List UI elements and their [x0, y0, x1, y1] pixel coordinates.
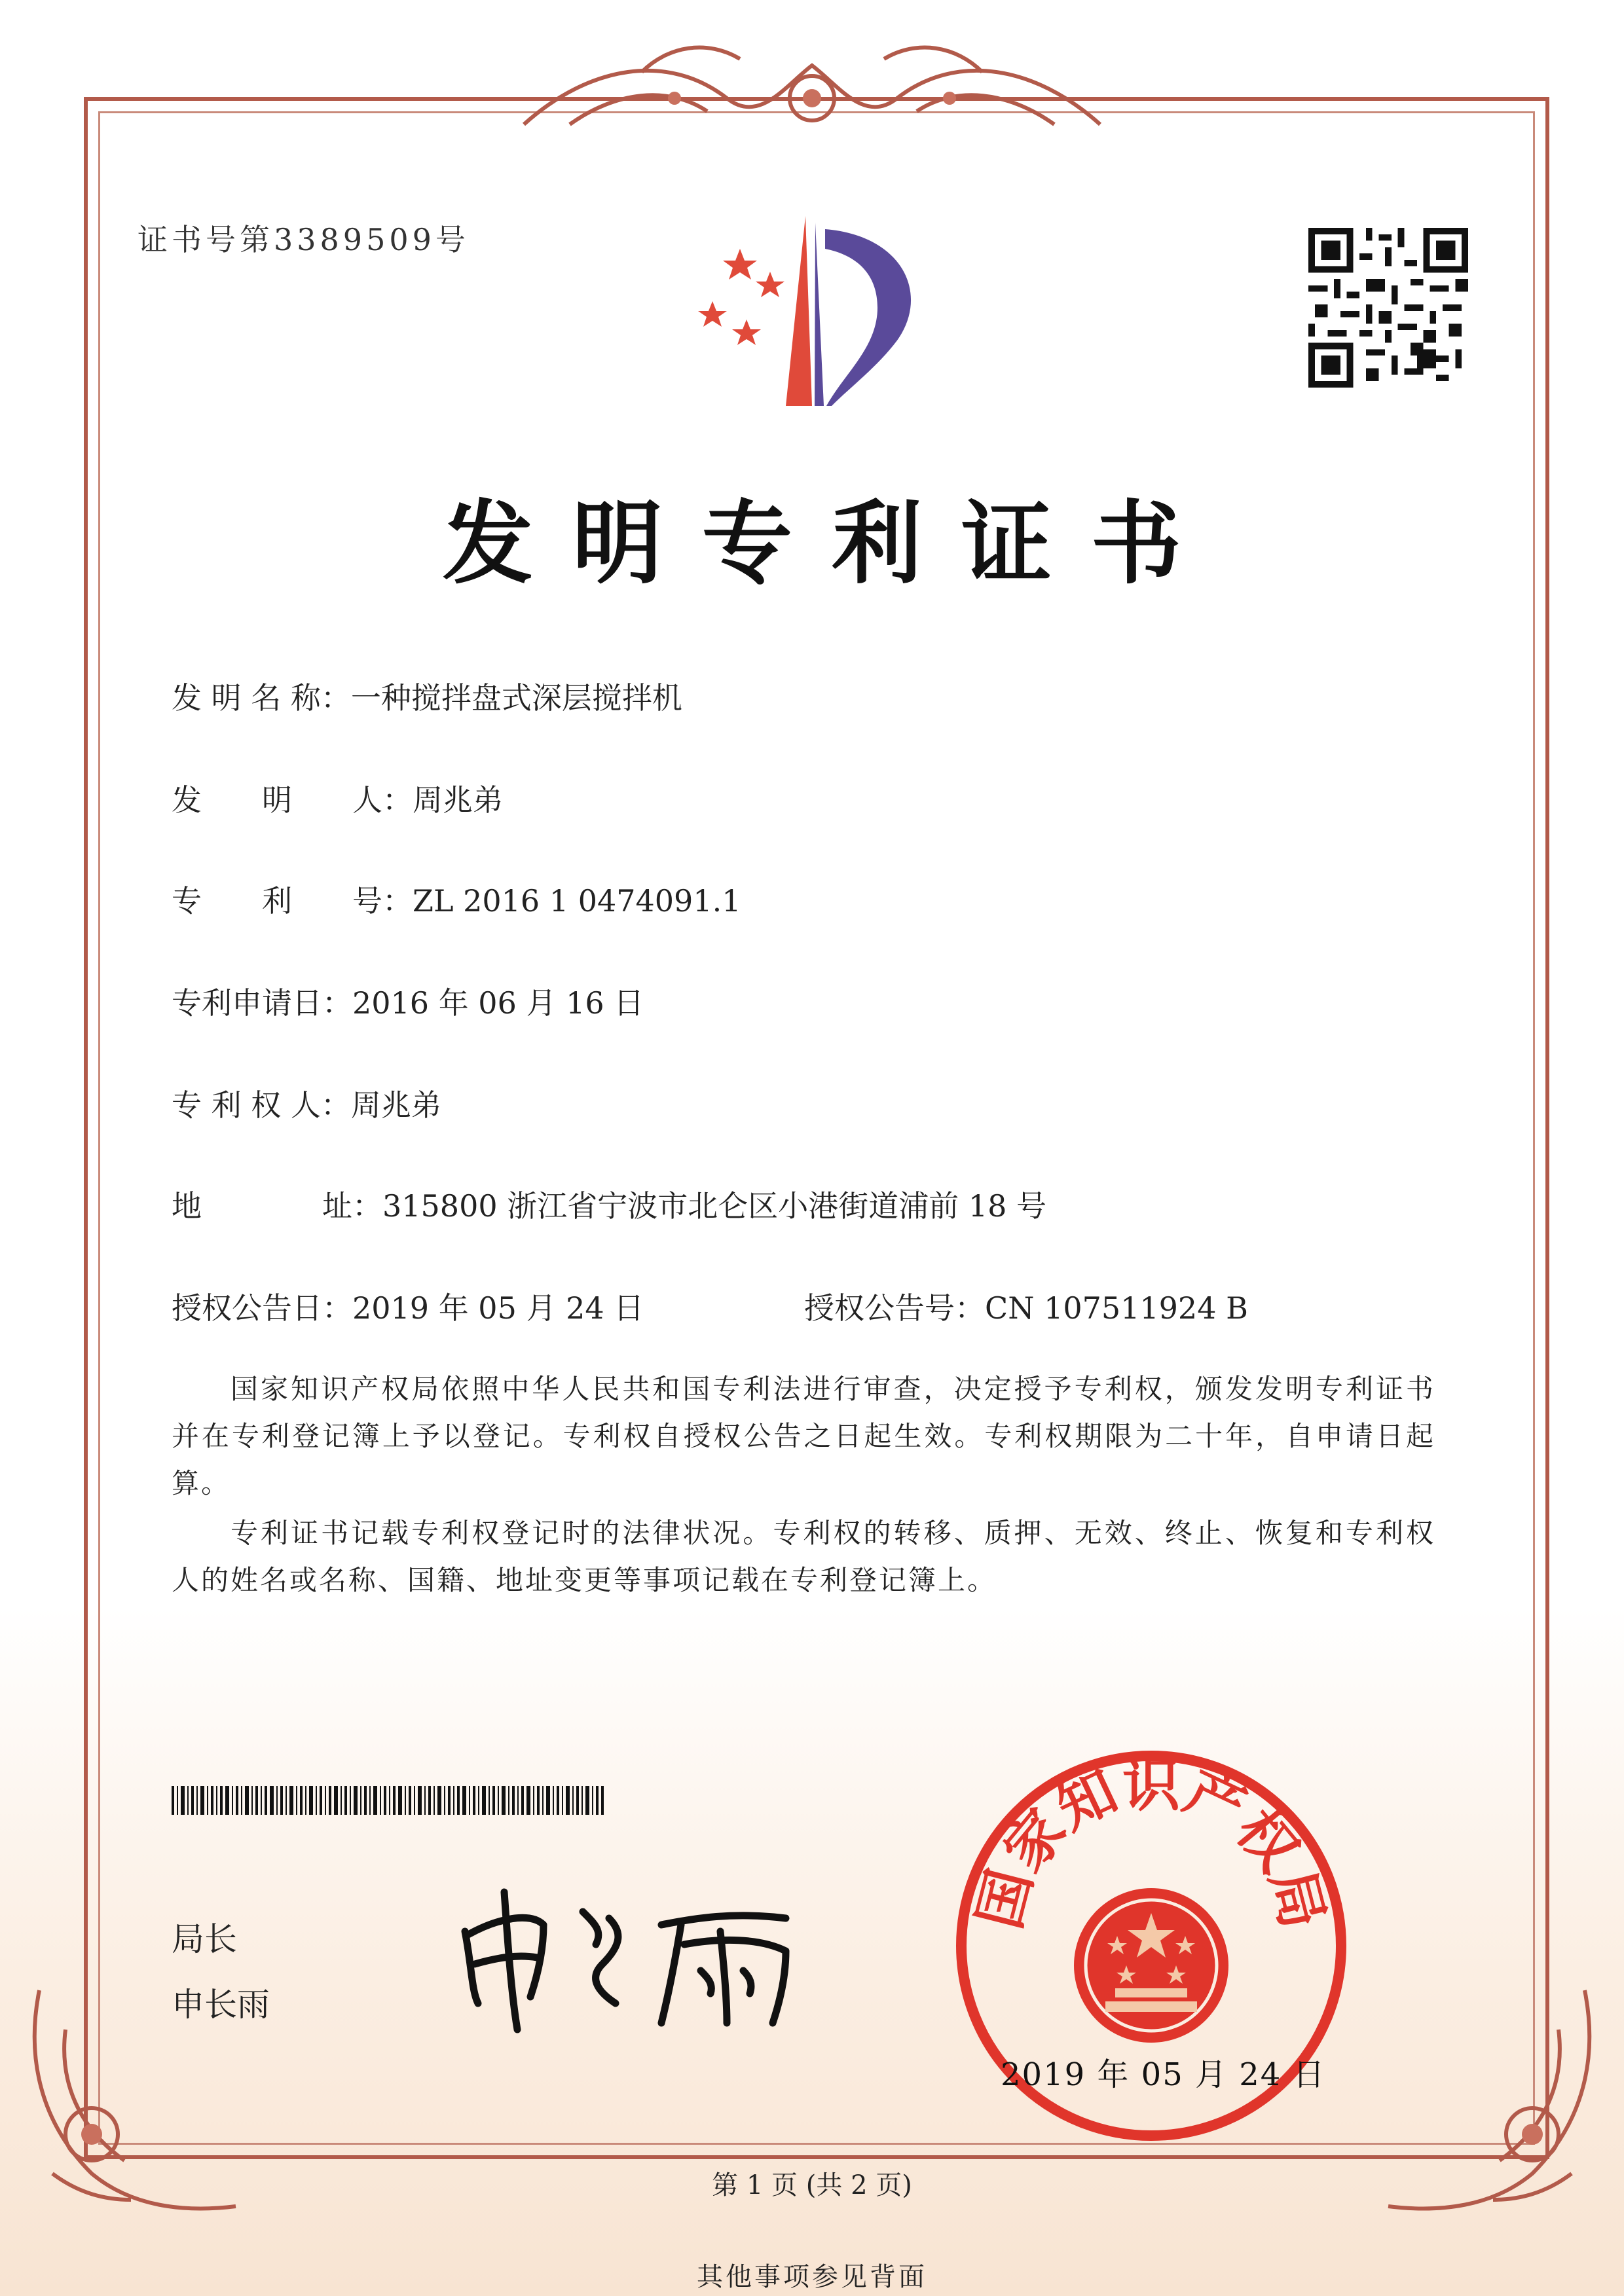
cnipa-logo-icon [681, 210, 943, 406]
page-number: 第 1 页 (共 2 页) [712, 2170, 912, 2200]
inventor-value: 周兆弟 [413, 782, 503, 818]
director-name: 申长雨 [172, 1986, 270, 2024]
address-label: 地 址： [172, 1188, 382, 1224]
patent-number-label: 专 利 号： [172, 883, 413, 919]
svg-text:国家知识产权局: 国家知识产权局 [965, 1751, 1338, 1936]
director-title: 局长 [172, 1920, 237, 1958]
grant-number-value: CN 107511924 B [985, 1290, 1248, 1326]
inventor-label: 发 明 人： [172, 782, 413, 818]
grant-number-row [804, 1285, 1248, 1328]
qr-code [1308, 228, 1468, 388]
address-value: 315800 浙江省宁波市北仑区小港街道浦前 18 号 [382, 1188, 1046, 1224]
patent-number-row [172, 877, 741, 920]
certificate-number: 证书号第3389509号 [138, 222, 470, 257]
patentee-label: 专 利 权 人： [172, 1087, 351, 1123]
patentee-row [172, 1082, 441, 1125]
back-note: 其他事项参见背面 [697, 2262, 927, 2292]
grant-date-label: 授权公告日： [172, 1290, 352, 1326]
patentee-value: 周兆弟 [350, 1087, 441, 1123]
director-signature [445, 1872, 812, 2036]
top-ornament [511, 26, 1113, 151]
grant-date-value: 2019 年 05 月 24 日 [352, 1290, 644, 1326]
invention-name-row [172, 674, 682, 718]
inventor-row [172, 776, 503, 820]
invention-name-label: 发 明 名 称： [172, 680, 351, 716]
filing-date-value: 2016 年 06 月 16 日 [352, 985, 644, 1021]
address-row [172, 1182, 1046, 1226]
barcode [172, 1786, 604, 1815]
filing-date-row [172, 979, 644, 1023]
patent-number-value: ZL 2016 1 0474091.1 [413, 883, 741, 919]
grant-date-row [172, 1285, 644, 1328]
legal-paragraph-1: 国家知识产权局依照中华人民共和国专利法进行审查，决定授予专利权，颁发发明专利证书并在专利登记簿上予以登记。专利权自授权公告之日起生效。专利权期限为二十年，自申请日起算。 [172, 1373, 1435, 1499]
grant-number-label: 授权公告号： [804, 1290, 985, 1326]
legal-paragraph-2: 专利证书记载专利权登记时的法律状况。专利权的转移、质押、无效、终止、恢复和专利权人的姓名或名称、国籍、地址变更等事项记载在专利登记簿上。 [172, 1517, 1435, 1596]
document-title: 发明专利证书 [442, 490, 1221, 596]
filing-date-label: 专利申请日： [172, 985, 352, 1021]
seal-date: 2019 年 05 月 24 日 [1001, 2056, 1326, 2093]
invention-name-value: 一种搅拌盘式深层搅拌机 [350, 680, 682, 716]
